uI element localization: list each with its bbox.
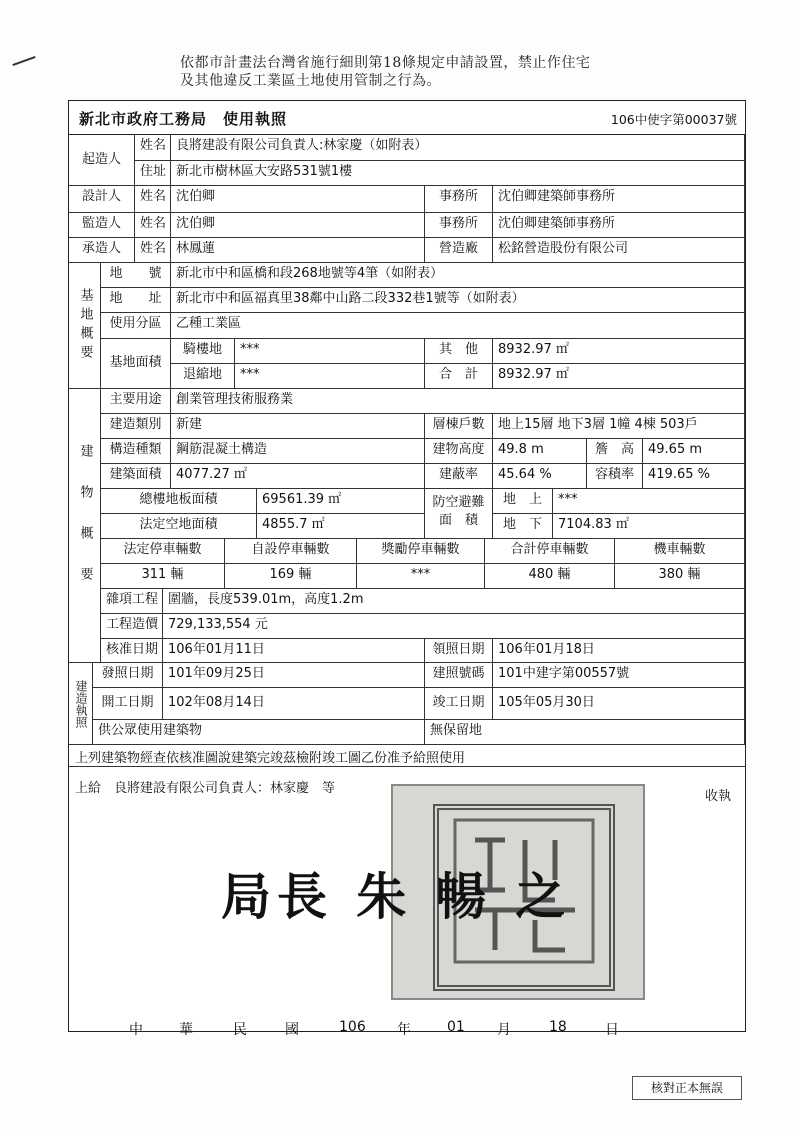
site-area-label: 基地面積 <box>101 339 171 389</box>
public-use-label: 供公眾使用建築物 <box>93 720 425 745</box>
issue-date-value: 101年09月25日 <box>163 663 425 688</box>
finish-date-value: 105年05月30日 <box>493 688 745 720</box>
date-char-2: 華 <box>179 1022 193 1038</box>
license-form <box>68 100 746 1038</box>
recipient-line: 上給 良將建設有限公司負責人：林家慶 等 <box>75 781 336 796</box>
total-parking-value: 480 輛 <box>485 564 615 589</box>
receive-date-value: 106年01月18日 <box>493 639 745 663</box>
contractor-factory: 松銘營造股份有限公司 <box>493 238 745 263</box>
bonus-parking-value: *** <box>357 564 485 589</box>
contractor-name-label: 姓名 <box>135 238 171 263</box>
finish-date-label: 竣工日期 <box>425 688 493 720</box>
height-label: 建物高度 <box>425 439 493 464</box>
setback-value: *** <box>235 364 425 389</box>
total-value: 8932.97 ㎡ <box>493 364 745 389</box>
director-signature: 局長 朱 暢 之 <box>221 867 572 926</box>
build-type-value: 新建 <box>171 414 425 439</box>
shelter-label: 防空避難面 積 <box>425 489 493 539</box>
top-note: 依都市計畫法台灣省施行細則第18條規定申請設置，禁止作住宅及其他違反工業區土地使用管制之行為。 <box>180 55 591 89</box>
main-use-value: 創業管理技術服務業 <box>171 389 745 414</box>
total-floor-label: 總樓地板面積 <box>101 489 257 514</box>
building-overview-label: 建物概要 <box>69 389 101 663</box>
misc-work-label: 雜項工程 <box>101 589 163 614</box>
contractor-name: 林鳳蓮 <box>171 238 425 263</box>
form-header <box>69 101 745 135</box>
applicant-name: 良將建設有限公司負責人:林家慶（如附表） <box>171 135 745 161</box>
other-label: 其 他 <box>425 339 493 364</box>
approve-date-label: 核准日期 <box>101 639 163 663</box>
form-title: 新北市政府工務局 使用執照 <box>79 110 288 128</box>
build-type-label: 建造類別 <box>101 414 171 439</box>
corner-stamp: 核對正本無誤 <box>632 1076 742 1100</box>
legal-parking-label: 法定停車輛數 <box>101 539 225 564</box>
total-label: 合 計 <box>425 364 493 389</box>
lot-label: 地 號 <box>101 263 171 288</box>
floors-value: 地上15層 地下3層 1幢 4棟 503戶 <box>493 414 745 439</box>
start-date-value: 102年08月14日 <box>163 688 425 720</box>
approve-date-value: 106年01月11日 <box>163 639 425 663</box>
far-label: 容積率 <box>587 464 643 489</box>
date-month-char: 月 <box>497 1022 511 1038</box>
approval-statement: 上列建築物經查依核准圖說建築完竣茲檢附竣工圖乙份准予給照使用 <box>69 745 745 767</box>
moto-parking-label: 機車輛數 <box>615 539 745 564</box>
date-char-3: 民 <box>233 1022 247 1038</box>
supervisor-name-label: 姓名 <box>135 213 171 238</box>
open-space-label: 法定空地面積 <box>101 514 257 539</box>
self-parking-label: 自設停車輛數 <box>225 539 357 564</box>
date-char-4: 國 <box>285 1022 299 1038</box>
coverage-label: 建蔽率 <box>425 464 493 489</box>
main-use-label: 主要用途 <box>101 389 171 414</box>
legal-parking-value: 311 輛 <box>101 564 225 589</box>
permit-label: 建造執照 <box>69 663 93 745</box>
eaves-label: 簷 高 <box>587 439 643 464</box>
cost-value: 729,133,554 元 <box>163 614 745 639</box>
start-date-label: 開工日期 <box>93 688 163 720</box>
bonus-parking-label: 獎勵停車輛數 <box>357 539 485 564</box>
license-number: 106中使字第00037號 <box>610 112 737 127</box>
setback-label: 退縮地 <box>171 364 235 389</box>
no-reserve-label: 無保留地 <box>425 720 745 745</box>
floor-area-label: 建築面積 <box>101 464 171 489</box>
receipt-label: 收執 <box>704 789 731 804</box>
structure-label: 構造種類 <box>101 439 171 464</box>
cost-label: 工程造價 <box>101 614 163 639</box>
above-label: 地 上 <box>493 489 553 514</box>
margin-mark <box>12 56 35 66</box>
date-month: 01 <box>447 1019 465 1035</box>
other-value: 8932.97 ㎡ <box>493 339 745 364</box>
date-char-1: 中 <box>129 1022 143 1038</box>
self-parking-value: 169 輛 <box>225 564 357 589</box>
arcade-value: *** <box>235 339 425 364</box>
applicant-address-label: 住址 <box>135 161 171 186</box>
coverage-value: 45.64 % <box>493 464 587 489</box>
applicant-address: 新北市樹林區大安路531號1樓 <box>171 161 745 186</box>
receive-date-label: 領照日期 <box>425 639 493 663</box>
below-label: 地 下 <box>493 514 553 539</box>
zoning-label: 使用分區 <box>101 313 171 339</box>
date-year: 106 <box>339 1019 366 1035</box>
floors-label: 層棟戶數 <box>425 414 493 439</box>
supervisor-name: 沈伯卿 <box>171 213 425 238</box>
applicant-label: 起造人 <box>69 135 135 186</box>
eaves-value: 49.65 m <box>643 439 745 464</box>
designer-office-label: 事務所 <box>425 186 493 213</box>
floor-area-value: 4077.27 ㎡ <box>171 464 425 489</box>
permit-no-label: 建照號碼 <box>425 663 493 688</box>
supervisor-office: 沈伯卿建築師事務所 <box>493 213 745 238</box>
far-value: 419.65 % <box>643 464 745 489</box>
designer-label: 設計人 <box>69 186 135 213</box>
zoning-value: 乙種工業區 <box>171 313 745 339</box>
date-day-char: 日 <box>605 1022 619 1038</box>
permit-no-value: 101中建字第00557號 <box>493 663 745 688</box>
contractor-factory-label: 營造廠 <box>425 238 493 263</box>
moto-parking-value: 380 輛 <box>615 564 745 589</box>
applicant-name-label: 姓名 <box>135 135 171 161</box>
lot-value: 新北市中和區橋和段268地號等4筆（如附表） <box>171 263 745 288</box>
total-floor-value: 69561.39 ㎡ <box>257 489 425 514</box>
structure-value: 鋼筋混凝土構造 <box>171 439 425 464</box>
designer-name-label: 姓名 <box>135 186 171 213</box>
site-overview-label: 基地概要 <box>69 263 101 389</box>
supervisor-office-label: 事務所 <box>425 213 493 238</box>
total-parking-label: 合計停車輛數 <box>485 539 615 564</box>
supervisor-label: 監造人 <box>69 213 135 238</box>
designer-office: 沈伯卿建築師事務所 <box>493 186 745 213</box>
site-address-label: 地 址 <box>101 288 171 313</box>
misc-work-value: 圍牆，長度539.01m，高度1.2m <box>163 589 745 614</box>
open-space-value: 4855.7 ㎡ <box>257 514 425 539</box>
arcade-label: 騎樓地 <box>171 339 235 364</box>
issue-date-label: 發照日期 <box>93 663 163 688</box>
above-value: *** <box>553 489 745 514</box>
contractor-label: 承造人 <box>69 238 135 263</box>
site-address-value: 新北市中和區福真里38鄰中山路二段332巷1號等（如附表） <box>171 288 745 313</box>
height-value: 49.8 m <box>493 439 587 464</box>
designer-name: 沈伯卿 <box>171 186 425 213</box>
date-year-char: 年 <box>397 1022 411 1038</box>
date-day: 18 <box>549 1019 567 1035</box>
below-value: 7104.83 ㎡ <box>553 514 745 539</box>
